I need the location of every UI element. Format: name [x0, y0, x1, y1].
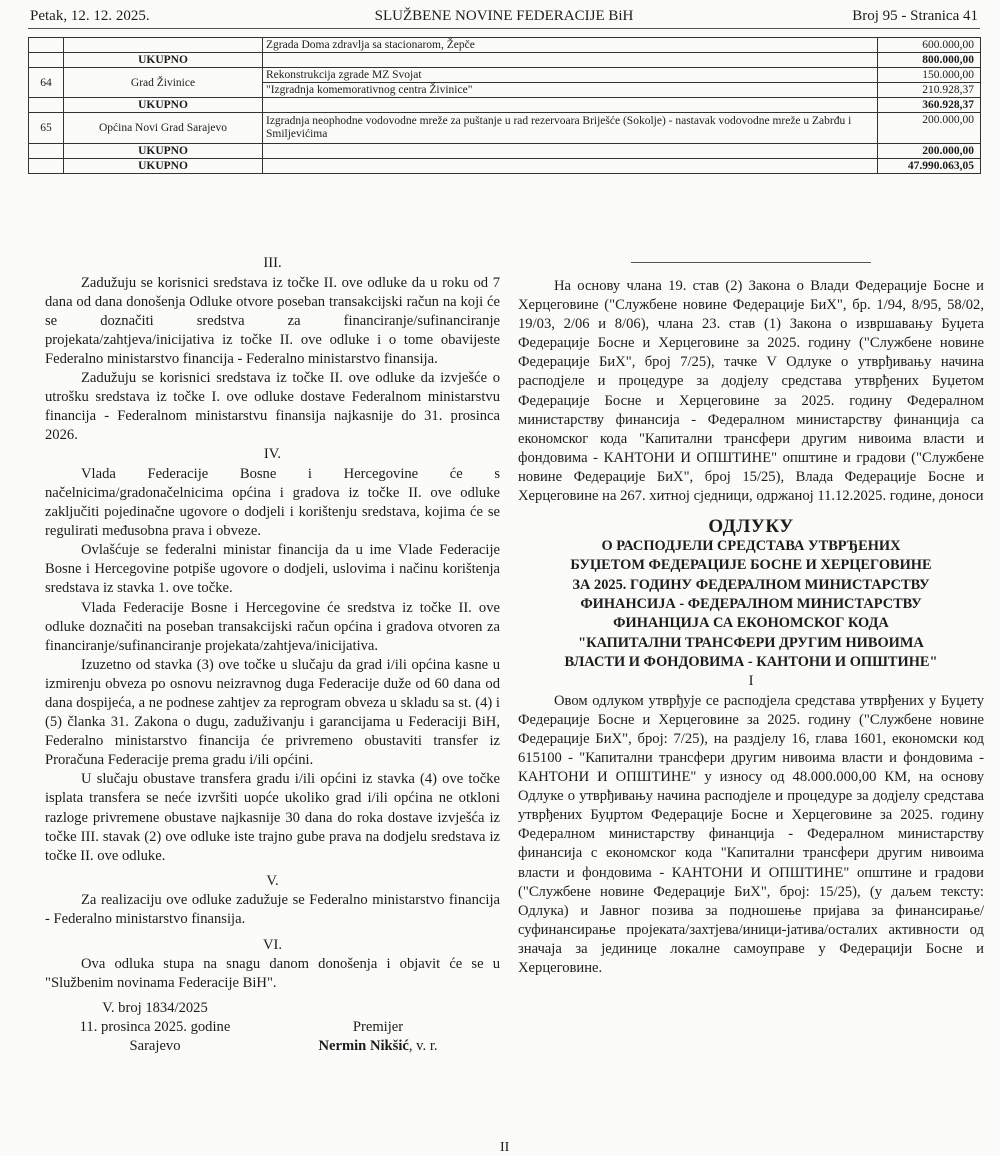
- paragraph: Zadužuju se korisnici sredstava iz točke II. ove odluke da izvješće o utrošku sredstava iz točke I. ove odluke dostave Federalnom ministarstvu financija - Federalnom ministarstvu finansija najkasnije do 31. prosinca 2026.: [45, 369, 500, 444]
- signatory-title: Premijer: [352, 1019, 404, 1036]
- table-row-grand-total: [29, 159, 981, 174]
- header-issue-page: Broj 95 - Stranica 41: [852, 8, 978, 24]
- row-amount: 200.000,00: [878, 113, 981, 144]
- row-amount: 600.000,00: [878, 38, 981, 53]
- left-column: [45, 254, 500, 1069]
- row-project: Izgradnja neophodne vodovodne mreže za puštanje u rad rezervoara Briješće (Sokolje) - nastavak vodovodne mreže u Zabrđu i Smiljevićima: [263, 113, 878, 144]
- right-column: [518, 262, 984, 978]
- page-header: [28, 6, 980, 29]
- subtotal-amount: 360.928,37: [878, 98, 981, 113]
- header-date: Petak, 12. 12. 2025.: [30, 8, 150, 24]
- row-project: Rekonstrukcija zgrade MZ Svojat: [263, 68, 878, 83]
- subtotal-amount: 200.000,00: [878, 144, 981, 159]
- signature-date: 11. prosinca 2025. godine: [79, 1019, 231, 1036]
- section-divider: [631, 262, 871, 263]
- decision-subtitle-line: ФИНАНЦИЈА СА ЕКОНОМСКОГ КОДА: [613, 615, 889, 632]
- decision-subtitle-line: ЗА 2025. ГОДИНУ ФЕДЕРАЛНОМ МИНИСТАРСТВУ: [572, 576, 930, 593]
- paragraph: Овом одлуком утврђује се расподјела средстава утврђених у Буџету Федерације Босне и Херцеговине за 2025. годину ("Службене новине Федерације БиХ", број: 7/25), на раздјелу 16, глава 1601, економски код 615100 - "Капитални трансфери другим нивоима власти и фондовима - КАНТОНИ И ОПШТИНЕ" у износу од 48.000.000,00 КМ, на основу Одлуке о утврђивању начина расподјеле и процедуре за додјелу средстава утврђених Буџртом Федерације Босне и Херцеговине за 2025. годину Федералном министарству финанција - Федералном министарству финансија с економског кода "Капитални трансфери другим нивоима власти и фондовима - КАНТОНИ И ОПШТИНЕ" општине и градови ("Службене новине Федерације БиХ", број: 15/25), (у даљем тексту: Одлука) и Јавног позива за подношење пријава за финансирање/суфинансирање пројеката/захтјева/иници-јатива/осталих активности од значаја за јединице локалне самоуправе у Федерацији Босне и Херцеговине.: [518, 692, 984, 977]
- row-number: 64: [29, 68, 64, 98]
- table-row-subtotal: [29, 98, 981, 113]
- table-row: [29, 68, 981, 83]
- grand-total-label: UKUPNO: [64, 159, 263, 174]
- decision-title-block: [518, 516, 984, 672]
- decision-subtitle-line: ФИНАНСИЈА - ФЕДЕРАЛНОМ МИНИСТАРСТВУ: [580, 596, 922, 613]
- row-number: [29, 38, 64, 53]
- section-heading-i: I: [748, 673, 754, 690]
- subtotal-label: UKUPNO: [64, 98, 263, 113]
- row-amount: 150.000,00: [878, 68, 981, 83]
- section-heading-iii: III.: [263, 255, 282, 271]
- table-row: [29, 113, 981, 144]
- paragraph: Ova odluka stupa na snagu danom donošenja i objavit će se u "Službenim novinama Federacije BiH".: [45, 956, 500, 992]
- subtotal-amount: 800.000,00: [878, 53, 981, 68]
- signatory-name: Nermin Nikšić: [318, 1038, 409, 1055]
- signature-block: [45, 999, 500, 1069]
- signatory: [283, 1037, 473, 1056]
- row-number: 65: [29, 113, 64, 144]
- decision-subtitle-line: О РАСПОДЈЕЛИ СРЕДСТАВА УТВРЂЕНИХ: [601, 538, 901, 555]
- section-heading-v: V.: [266, 872, 279, 889]
- section-heading-vi: VI.: [262, 936, 283, 953]
- header-publication: SLUŽBENE NOVINE FEDERACIJE BiH: [374, 8, 634, 24]
- decision-subtitle-line: ВЛАСТИ И ФОНДОВИМА - КАНТОНИ И ОПШТИНЕ": [564, 653, 938, 670]
- signature-left: [55, 999, 255, 1056]
- table-row-subtotal: [29, 53, 981, 68]
- preamble-paragraph: На основу члана 19. став (2) Закона о Влади Федерације Босне и Херцеговине ("Службене новине Федерације БиХ", бр. 1/94, 8/95, 58/02, 19/03, 2/06 и 8/06), члана 23. став (1) Закона о извршавању Буџета Федерације Босне и Херцеговине за 2025. годину ("Службене новине Федерације БиХ", број 7/25), тачке V Одлуке о утврђивању начина расподјеле и процедуре за додјелу средстава утврђених Буџетом Федерације Босне и Херцеговине за 2025. годину Федералном министарству финансија - Федералном министарству финанција са економског кода "Капитални трансфери другим нивоима власти и фондовима - КАНТОНИ И ОПШТИНЕ" општине и градови ("Службене новине Федерације БиХ", број 15/25), Влада Федерације Босне и Херцеговине на 267. хитној сједници, одржаној 11.12.2025. године, доноси: [518, 278, 984, 505]
- decision-subtitle-line: "КАПИТАЛНИ ТРАНСФЕРИ ДРУГИМ НИВОИМА: [578, 634, 924, 651]
- table-row-subtotal: [29, 144, 981, 159]
- reference-number: V. broj 1834/2025: [102, 1000, 208, 1017]
- table-row: [29, 38, 981, 53]
- row-municipality: [64, 38, 263, 53]
- subtotal-label: UKUPNO: [64, 144, 263, 159]
- grand-total-amount: 47.990.063,05: [878, 159, 981, 174]
- subtotal-label: UKUPNO: [64, 53, 263, 68]
- section-heading-iv: IV.: [263, 446, 282, 463]
- signatory-suffix: , v. r.: [408, 1038, 438, 1055]
- paragraph: Zadužuju se korisnici sredstava iz točke II. ove odluke da u roku od 7 dana od dana donošenja Odluke otvore poseban transakcijski račun na koji će se doznačiti sredstva za financiranje/sufinanciranje projekata/zahtjeva/inicijativa iz točke II. ove odluke i o tome obavijeste Federalno ministarstvo financija - Federalno ministarstvo finansija.: [45, 274, 500, 367]
- row-project: Zgrada Doma zdravlja sa stacionarom, Žepče: [263, 38, 878, 53]
- paragraph: Za realizaciju ove odluke zadužuje se Federalno ministarstvo financija - Federalno ministarstvo finansija.: [45, 892, 500, 928]
- signature-right: [283, 1018, 473, 1056]
- paragraph: Ovlašćuje se federalni ministar financija da u ime Vlade Federacije Bosne i Hercegovine potpiše ugovore o dodjeli, uslovima i načinu korištenja sredstava iz stavka 1. ove točke.: [45, 542, 500, 597]
- row-municipality: Grad Živinice: [64, 68, 263, 98]
- paragraph: Vlada Federacije Bosne i Hercegovine će s načelnicima/gradonačelnicima općina i gradova iz točke II. ove odluke zaključiti pojedinačne ugovore o dodjeli i korištenju sredstava, kojima će se regulirati međusobna prava i obveze.: [45, 465, 500, 540]
- paragraph: Vlada Federacije Bosne i Hercegovine će sredstva iz točke II. ove odluke doznačiti na poseban transakcijski račun općina i gradova otvoren za financiranje/sufinanciranje projekata/zahtjeva/inicijativa.: [45, 599, 500, 654]
- decision-subtitle-line: БУЏЕТОМ ФЕДЕРАЦИЈЕ БОСНЕ И ХЕРЦЕГОВИНЕ: [570, 557, 932, 574]
- signature-place: Sarajevo: [129, 1038, 181, 1055]
- paragraph: U slučaju obustave transfera gradu i/ili općini iz stavka (4) ove točke isplata transfera se neće izvršiti uopće ukoliko grad i/ili općina ne otkloni razloge privremene obustave najkasnije 30 dana do roka dostave izvješća iz točke III. stavak (2) ove odluke iste trajno gube prava na dodjelu sredstava iz točke II. ove odluke.: [45, 771, 500, 864]
- row-municipality: Općina Novi Grad Sarajevo: [64, 113, 263, 144]
- row-project: "Izgradnja komemorativnog centra Živinice": [263, 83, 878, 98]
- row-amount: 210.928,37: [878, 83, 981, 98]
- paragraph: Izuzetno od stavka (3) ove točke u slučaju da grad i/ili općina kasne u izmirenju obveza po osnovu neizravnog duga Federacije duže od 60 dana od dana dospijeća, a ne podnese zahtjev za reprogram obveza u skladu sa st. (4) i (5) članka 31. Zakona o dugu, zaduživanju i garancijama u Federaciji BiH, Federalno ministarstvo financija će privremeno obustaviti transfer iz Proračuna Federacije prema gradu i/ili općini.: [45, 656, 500, 769]
- allocation-table: [28, 37, 981, 174]
- decision-title: ОДЛУКУ: [708, 516, 794, 538]
- next-section-heading: II: [500, 1140, 510, 1155]
